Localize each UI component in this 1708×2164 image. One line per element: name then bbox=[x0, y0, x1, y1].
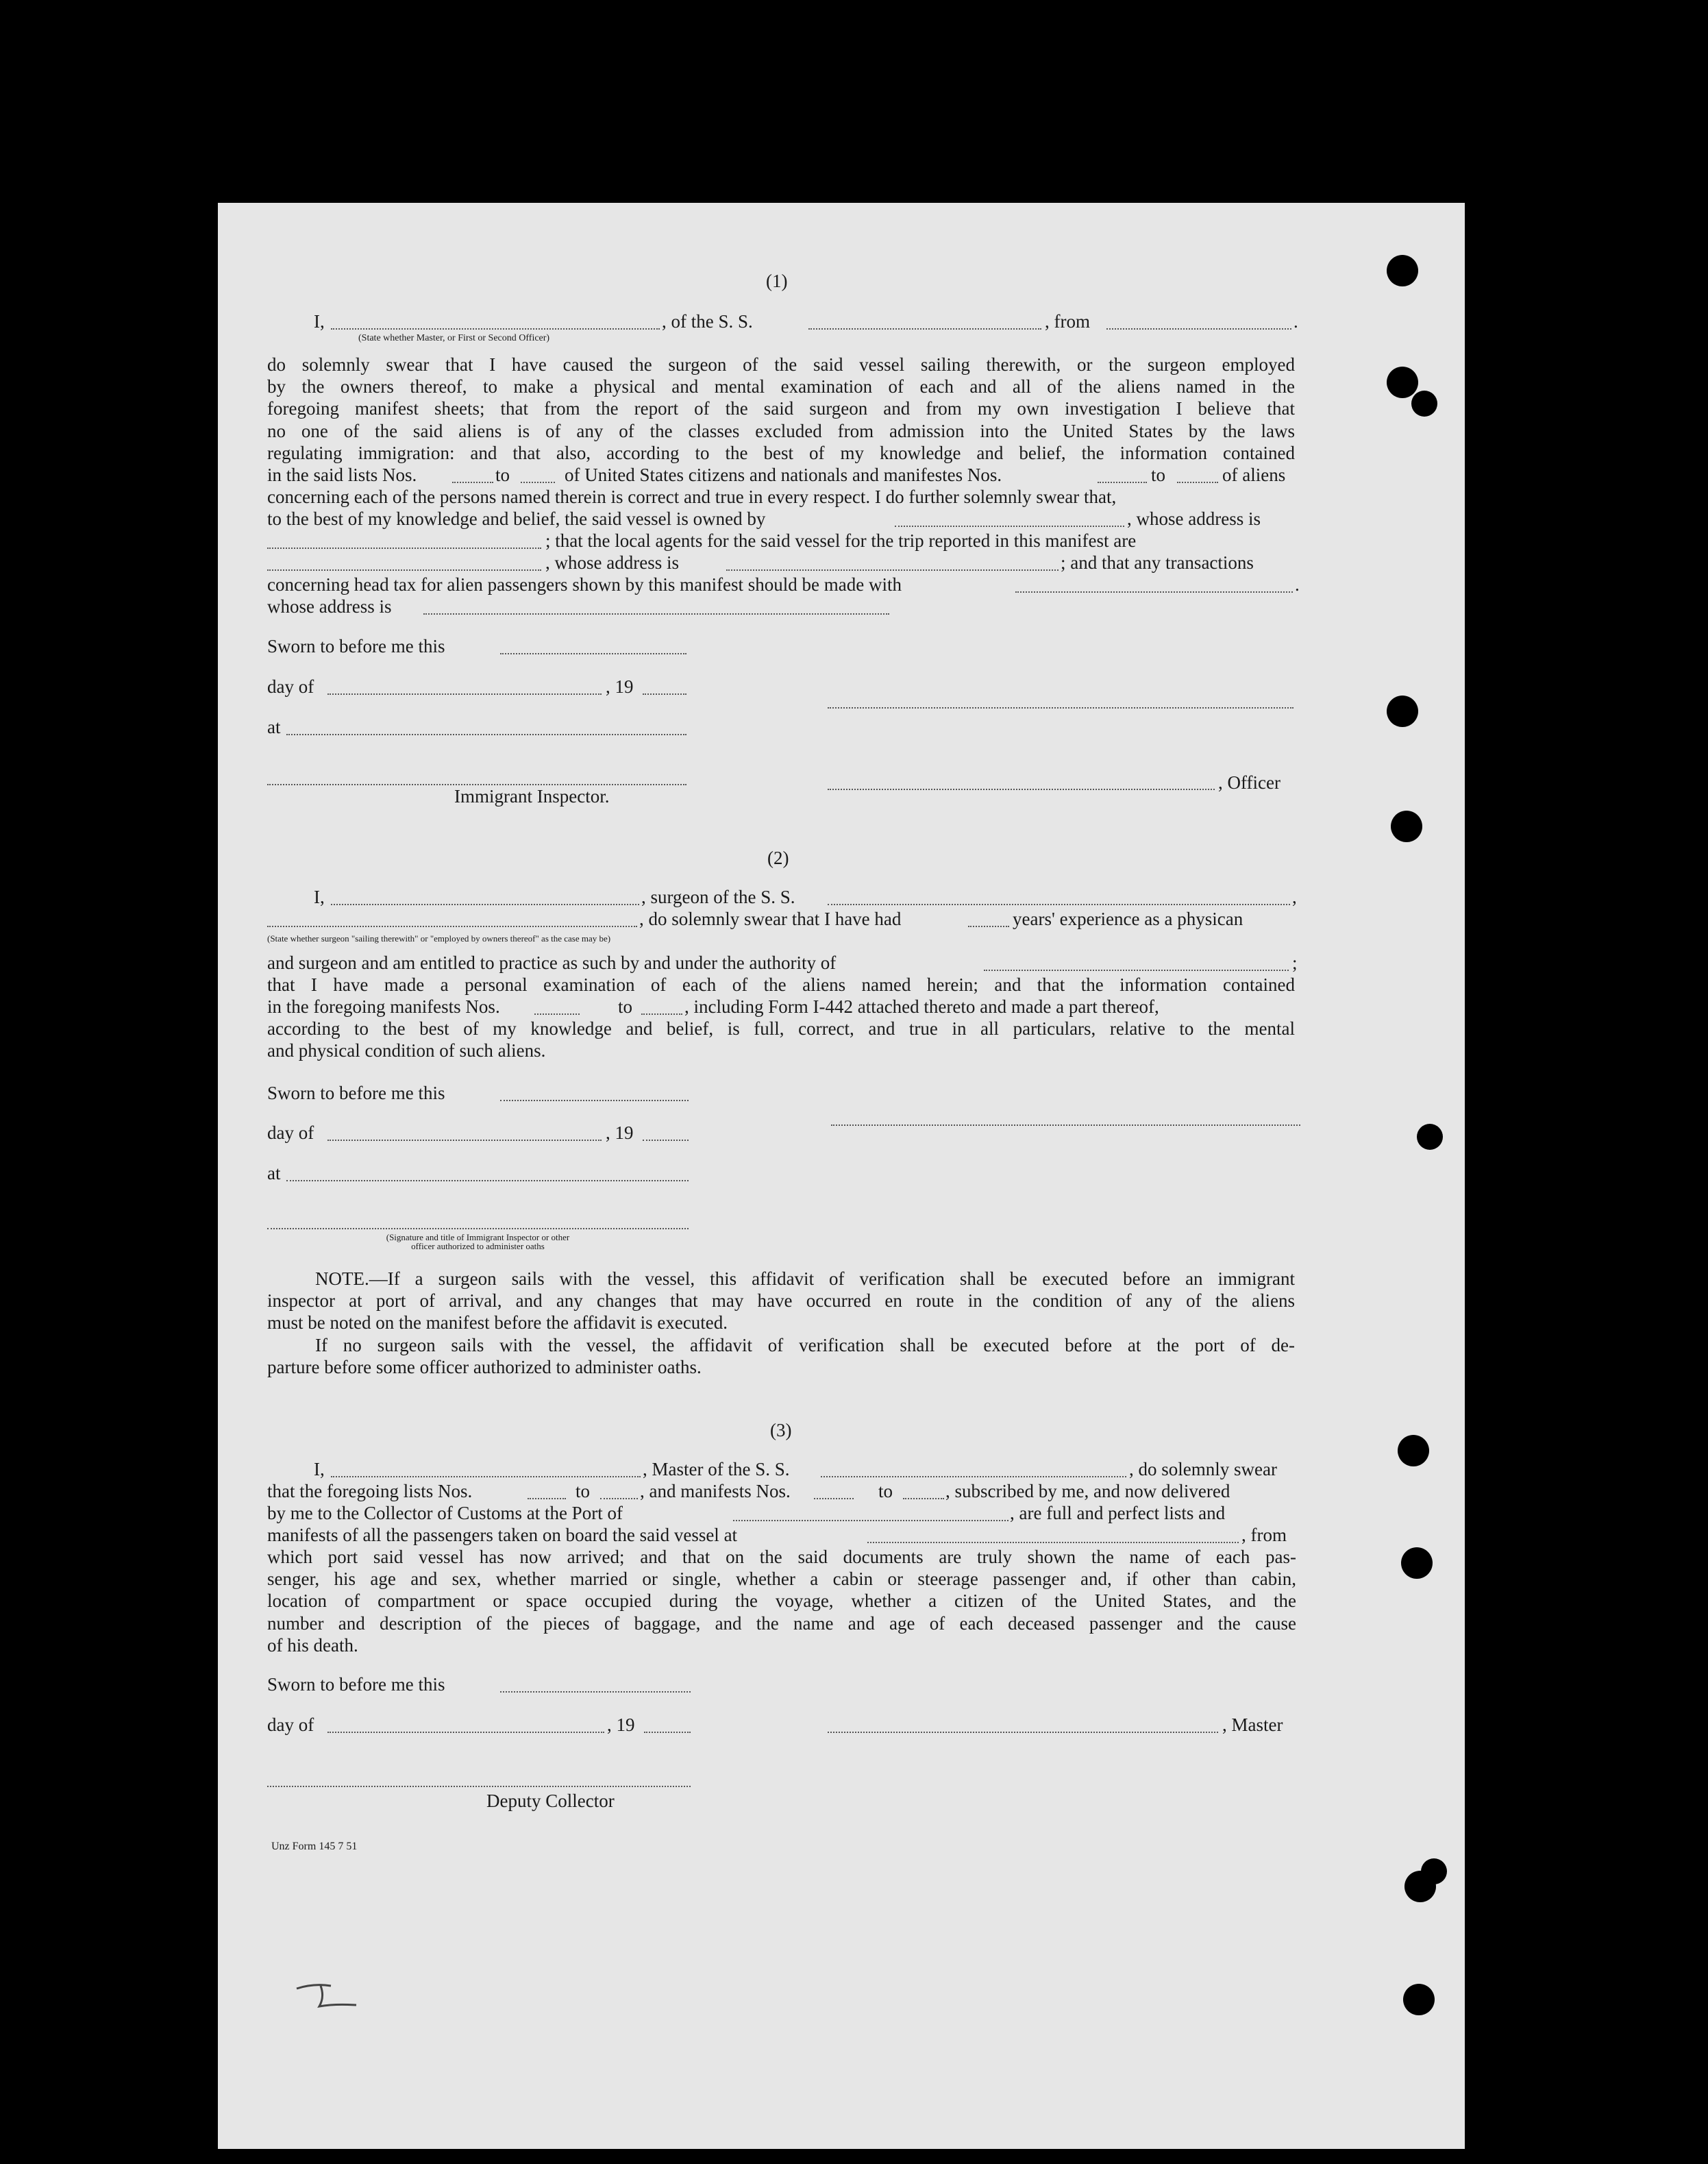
s2-to-label: to bbox=[618, 996, 633, 1017]
s3-port-field[interactable] bbox=[733, 1520, 1008, 1521]
s1-owned-by-label: to the best of my knowledge and belief, the said vessel is owned by bbox=[267, 508, 766, 529]
s3-sworn-label: Sworn to before me this bbox=[267, 1674, 445, 1695]
s3-list-from-field[interactable] bbox=[528, 1498, 566, 1499]
binder-hole bbox=[1398, 1435, 1429, 1466]
s1-owner-field[interactable] bbox=[895, 526, 1124, 527]
s3-subscribed-label: , subscribed by me, and now delivered bbox=[945, 1481, 1230, 1501]
s1-officer-label: , Officer bbox=[1218, 772, 1280, 793]
s2-note2-line: If no surgeon sails with the vessel, the affidavit of verification shall be executed before at the port of de- bbox=[315, 1334, 1295, 1355]
s1-local-agents-field[interactable] bbox=[267, 569, 541, 571]
s3-body-line: of his death. bbox=[267, 1634, 358, 1656]
s1-citizen-list-from-field[interactable] bbox=[452, 482, 493, 483]
binder-hole bbox=[1387, 696, 1418, 727]
s1-agents-address-label: , whose address is bbox=[545, 552, 679, 573]
s2-body-line-7: and physical condition of such aliens. bbox=[267, 1040, 546, 1061]
section-1-number: (1) bbox=[766, 271, 788, 291]
s1-head-tax-contact-field[interactable] bbox=[1015, 591, 1293, 593]
s2-years-label: years' experience as a physican bbox=[1013, 909, 1243, 929]
s1-owner-address-field[interactable] bbox=[267, 548, 541, 549]
s1-period-2: . bbox=[1295, 574, 1300, 595]
s3-month-field[interactable] bbox=[327, 1732, 604, 1733]
s2-signature-field[interactable] bbox=[831, 1124, 1300, 1126]
s2-authority-label: and surgeon and am entitled to practice as such by and under the authority of bbox=[267, 952, 837, 973]
s1-i-label: I, bbox=[314, 311, 325, 332]
s1-officer-caption: (State whether Master, or First or Second Officer) bbox=[358, 333, 550, 343]
s3-full-lists-label: , are full and perfect lists and bbox=[1010, 1503, 1226, 1523]
s2-sworn-day-field[interactable] bbox=[500, 1100, 689, 1101]
s3-day-of-label: day of bbox=[267, 1714, 314, 1735]
binder-hole bbox=[1421, 1858, 1447, 1884]
s2-authority-field[interactable] bbox=[984, 970, 1289, 971]
s2-line-4 bbox=[267, 974, 1295, 996]
s3-year-field[interactable] bbox=[644, 1732, 691, 1733]
binder-hole bbox=[1387, 367, 1418, 398]
s1-local-agents-label: ; that the local agents for the said vessel for the trip reported in this manifest are bbox=[545, 530, 1137, 551]
s3-manifests-label: , and manifests Nos. bbox=[640, 1481, 791, 1501]
s1-year-field[interactable] bbox=[643, 693, 686, 695]
form-sheet bbox=[218, 203, 1465, 2149]
s2-surgeon-name-field[interactable] bbox=[331, 904, 639, 905]
s3-swear-label: , do solemnly swear bbox=[1129, 1459, 1277, 1479]
s3-taken-aboard-label: manifests of all the passengers taken on board the said vessel at bbox=[267, 1525, 738, 1545]
s1-whose-address-label: , whose address is bbox=[1127, 508, 1261, 529]
s1-from-label: , from bbox=[1045, 311, 1090, 332]
s2-manifest-to-field[interactable] bbox=[641, 1013, 682, 1015]
s1-body-line: regulating immigration: and that also, according to the best of my knowledge and belief, the information contained bbox=[267, 442, 1295, 463]
s2-body-line: that I have made a personal examination of each of the aliens named herein; and that the information contained bbox=[267, 974, 1295, 995]
s3-i-label: I, bbox=[314, 1459, 325, 1479]
s2-years-field[interactable] bbox=[968, 926, 1009, 927]
s2-solemnly-label: , do solemnly swear that I have had bbox=[639, 909, 902, 929]
s2-note-paragraph bbox=[267, 1268, 1295, 1378]
s1-body-line-7: concerning each of the persons named therein is correct and true in every respect. I do further solemnly swear that, bbox=[267, 487, 1117, 507]
s1-body-line: foregoing manifest sheets; that from the report of the said surgeon and from my own investigation I believe that bbox=[267, 398, 1295, 419]
s1-body-line: by the owners thereof, to make a physical and mental examination of each and all of the aliens named in the bbox=[267, 376, 1295, 397]
binder-hole bbox=[1387, 255, 1418, 286]
s1-officer-name-field[interactable] bbox=[828, 789, 1215, 790]
s2-vessel-field[interactable] bbox=[828, 904, 1290, 905]
s3-deputy-collector-label: Deputy Collector bbox=[486, 1791, 615, 1811]
s1-contact-address-label: whose address is bbox=[267, 596, 392, 617]
s1-alien-manifest-to-field[interactable] bbox=[1177, 482, 1218, 483]
s2-year-label: , 19 bbox=[606, 1122, 634, 1143]
s3-body-line: location of compartment or space occupied during the voyage, whether a citizen of the United States, and the bbox=[267, 1590, 1296, 1612]
s3-body-line: senger, his age and sex, whether married or single, whether a cabin or steerage passenger and, if other than cabin, bbox=[267, 1569, 1296, 1590]
s1-day-of-label: day of bbox=[267, 676, 314, 697]
s1-month-field[interactable] bbox=[327, 693, 602, 695]
s1-to-label: to bbox=[495, 465, 510, 485]
binder-hole bbox=[1403, 1984, 1435, 2015]
s1-signature-field[interactable] bbox=[828, 707, 1294, 709]
s1-lists-nos-label: in the said lists Nos. bbox=[267, 465, 417, 485]
s1-body-line: no one of the said aliens is of any of the classes excluded from admission into the United States by the laws bbox=[267, 420, 1295, 441]
s2-at-place-field[interactable] bbox=[286, 1180, 689, 1181]
s1-body-line: do solemnly swear that I have caused the surgeon of the said vessel sailing therewith, or the surgeon employed bbox=[267, 354, 1295, 375]
s1-at-label: at bbox=[267, 717, 281, 737]
s3-sworn-day-field[interactable] bbox=[500, 1691, 691, 1693]
s3-list-to-field[interactable] bbox=[600, 1498, 638, 1499]
s3-to-label-2: to bbox=[878, 1481, 893, 1501]
s2-inspector-signature-field[interactable] bbox=[267, 1228, 689, 1229]
binder-hole bbox=[1391, 811, 1422, 842]
s1-contact-address-field[interactable] bbox=[423, 613, 889, 615]
s2-status-field[interactable] bbox=[267, 926, 637, 927]
s3-manifest-from-field[interactable] bbox=[814, 1498, 854, 1499]
s2-note2-line: parture before some officer authorized to administer oaths. bbox=[267, 1356, 702, 1377]
s1-officer-title-field[interactable] bbox=[331, 328, 660, 330]
section-2-number: (2) bbox=[767, 848, 789, 868]
s3-master-signature-field[interactable] bbox=[828, 1732, 1218, 1733]
section-3-number: (3) bbox=[770, 1420, 792, 1440]
s2-semicolon: ; bbox=[1292, 952, 1298, 973]
s1-of-ss-label: , of the S. S. bbox=[662, 311, 753, 332]
s1-sworn-day-field[interactable] bbox=[500, 653, 686, 654]
s2-form-i442-label: , including Form I-442 attached thereto and made a part thereof, bbox=[684, 996, 1159, 1017]
s2-note-line: inspector at port of arrival, and any changes that may have occurred en route in the condition of any of the aliens bbox=[267, 1290, 1295, 1312]
s2-at-label: at bbox=[267, 1163, 281, 1183]
s2-signature-caption-1: (Signature and title of Immigrant Inspector or other bbox=[386, 1232, 570, 1242]
s1-head-tax-label: concerning head tax for alien passengers shown by this manifest should be made with bbox=[267, 574, 902, 595]
s1-period: . bbox=[1294, 311, 1298, 332]
s3-body-paragraph bbox=[267, 1546, 1296, 1656]
s1-vessel-name-field[interactable] bbox=[808, 328, 1041, 330]
s1-sworn-label: Sworn to before me this bbox=[267, 636, 445, 656]
s2-comma: , bbox=[1292, 887, 1297, 907]
s1-agents-address-field[interactable] bbox=[726, 569, 1059, 571]
s3-port-label: by me to the Collector of Customs at the Port of bbox=[267, 1503, 623, 1523]
s2-surgeon-label: , surgeon of the S. S. bbox=[641, 887, 795, 907]
s2-status-caption: (State whether surgeon "sailing therewith" or "employed by owners thereof" as the case may be) bbox=[267, 933, 611, 944]
s2-signature-caption-2: officer authorized to administer oaths bbox=[411, 1241, 545, 1251]
s1-at-place-field[interactable] bbox=[286, 734, 686, 735]
s1-citizen-list-to-field[interactable] bbox=[521, 482, 555, 483]
s3-master-name-field[interactable] bbox=[331, 1476, 641, 1477]
s1-of-aliens-label: of aliens bbox=[1222, 465, 1286, 485]
s3-body-line: which port said vessel has now arrived; and that on the said documents are truly shown the name of each pas- bbox=[267, 1547, 1296, 1567]
s3-master-sig-label: , Master bbox=[1222, 1714, 1283, 1735]
binder-hole bbox=[1417, 1124, 1443, 1150]
s3-body-line: number and description of the pieces of baggage, and the name and age of each deceased passenger and the cause bbox=[267, 1612, 1296, 1634]
binder-hole bbox=[1401, 1547, 1433, 1579]
s2-manifests-label: in the foregoing manifests Nos. bbox=[267, 996, 500, 1017]
s2-manifest-from-field[interactable] bbox=[534, 1013, 580, 1015]
handwritten-mark bbox=[293, 1976, 375, 2017]
s3-collector-signature-field[interactable] bbox=[267, 1786, 691, 1787]
s3-lists-label: that the foregoing lists Nos. bbox=[267, 1481, 473, 1501]
s2-body-line: according to the best of my knowledge and belief, is full, correct, and true in all particulars, relative to the mental bbox=[267, 1018, 1295, 1039]
s2-sworn-label: Sworn to before me this bbox=[267, 1083, 445, 1103]
s1-body-paragraph bbox=[267, 354, 1295, 464]
s2-note-line: NOTE.—If a surgeon sails with the vessel, this affidavit of verification shall be executed before an immigrant bbox=[315, 1268, 1295, 1289]
s3-master-label: , Master of the S. S. bbox=[643, 1459, 790, 1479]
form-number: Unz Form 145 7 51 bbox=[271, 1841, 358, 1852]
s3-embark-port-field[interactable] bbox=[867, 1542, 1239, 1543]
s1-year-label: , 19 bbox=[606, 676, 634, 697]
s1-from-port-field[interactable] bbox=[1106, 328, 1291, 330]
s3-year-label: , 19 bbox=[607, 1714, 635, 1735]
s3-to-label: to bbox=[575, 1481, 591, 1501]
s1-citizens-manifests-label: of United States citizens and nationals and manifestes Nos. bbox=[565, 465, 1002, 485]
s2-note-line: must be noted on the manifest before the affidavit is executed. bbox=[267, 1312, 728, 1333]
s3-manifest-to-field[interactable] bbox=[903, 1498, 944, 1499]
s1-to-label-2: to bbox=[1151, 465, 1166, 485]
s1-alien-manifest-from-field[interactable] bbox=[1098, 482, 1147, 483]
s3-from-label: , from bbox=[1241, 1525, 1287, 1545]
s1-transactions-label: ; and that any transactions bbox=[1061, 552, 1254, 573]
s2-day-of-label: day of bbox=[267, 1122, 314, 1143]
s2-month-field[interactable] bbox=[327, 1140, 602, 1141]
s2-i-label: I, bbox=[314, 887, 325, 907]
binder-hole bbox=[1411, 391, 1437, 417]
s1-inspector-label: Immigrant Inspector. bbox=[454, 786, 610, 807]
s2-line-6 bbox=[267, 1018, 1295, 1040]
s2-year-field[interactable] bbox=[643, 1140, 689, 1141]
s3-vessel-field[interactable] bbox=[821, 1476, 1126, 1477]
